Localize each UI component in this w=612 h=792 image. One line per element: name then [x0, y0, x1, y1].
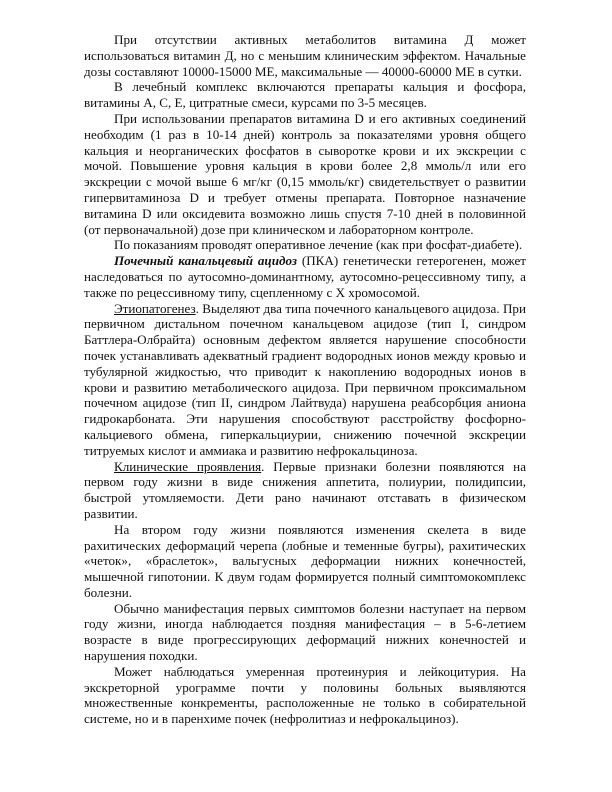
- term-renal-tubular-acidosis: Почечный канальцевый ацидоз: [114, 253, 297, 269]
- paragraph-proteinuria: [84, 664, 526, 727]
- paragraph-text: При использовании препаратов витамина D и его активных соединений необходим (1 раз в 10-14 дней) контроль за показателями уровня общего кальция и неорганических фосфатов в сыворотке крови и их экскреции с мочой. Повышение уровня кальция в крови более 2,8 ммоль/л или его экскреции с мочой выше 6 мг/кг (0,15 ммоль/кг) свидетельствует о развитии гипервитаминоза D и требует отмены препарата. Повторное назначение витамина D или оксидевита возможно лишь спустя 7-10 дней в половинной (от первоначальной) дозе при клиническом и лабораторном контроле.: [84, 110, 526, 237]
- paragraph-text: В лечебный комплекс включаются препараты кальция и фосфора, витамины А, С, Е, цитратные смеси, курсами по 3-5 месяцев.: [84, 79, 526, 111]
- paragraph-treatment-complex: [84, 79, 526, 111]
- paragraph-text: По показаниям проводят оперативное лечение (как при фосфат-диабете).: [114, 237, 523, 253]
- paragraph-second-year: [84, 522, 526, 601]
- paragraph-text: При отсутствии активных метаболитов витамина Д может использоваться витамин Д, но с меньшим клиническим эффектом. Начальные дозы составляют 10000-15000 МЕ, максимальные — 40000-60000 МЕ в сутки.: [84, 32, 526, 79]
- paragraph-surgical-treatment: [84, 237, 526, 253]
- paragraph-manifestation-onset: [84, 601, 526, 664]
- paragraph-clinical-manifestations: [84, 459, 526, 522]
- paragraph-text: На втором году жизни появляются изменения скелета в виде рахитических деформаций черепа (лобные и теменные бугры), рахитических «четок», «браслеток», вальгусных деформации нижних конечностей, мышечной гипотонии. К двум годам формируется полный симптомокомплекс болезни.: [84, 521, 526, 600]
- term-etiopathogenesis: Этиопатогенез: [114, 300, 196, 316]
- paragraph-etiopathogenesis: [84, 301, 526, 459]
- term-clinical-manifestations: Клинические проявления: [114, 458, 262, 474]
- paragraph-text: (ПКА) генетически гетерогенен, может наследоваться по аутосомно-доминантному, аутосомно-рецессивному типу, а также по рецессивному типу, сцепленному с Х хромосомой.: [84, 253, 526, 300]
- paragraph-vitamin-d-dosage: [84, 32, 526, 79]
- document-page: [84, 32, 526, 727]
- paragraph-calcium-control: [84, 111, 526, 237]
- paragraph-text: . Выделяют два типа почечного канальцевого ацидоза. При первичном дистальном почечном канальцевом ацидозе (тип I, синдром Баттлера-Олбрайта) основным дефектом является нарушение способности почек устанавливать адекватный градиент водородных ионов между кровью и тубулярной жидкостью, что приводит к накоплению водородных ионов в крови и развитию метаболического ацидоза. При первичном проксимальном почечном ацидозе (тип II, синдром Лайтвуда) нарушена реабсорбция аниона гидрокарбоната. Эти нарушения способствуют расстройству фосфорно-кальциевого обмена, гиперкальциурии, снижению почечной экскреции титруемых кислот и аммиака и развитию нефрокальциноза.: [84, 300, 526, 458]
- paragraph-text: Обычно манифестация первых симптомов болезни наступает на первом году жизни, иногда наблюдается поздняя манифестация – в 5-6-летием возрасте в виде прогрессирующих деформаций нижних конечностей и нарушения походки.: [84, 600, 526, 664]
- paragraph-text: Может наблюдаться умеренная протеинурия и лейкоцитурия. На экскреторной урограмме почти у половины больных выявляются множественные конкременты, расположенные не только в собирательной системе, но и в паренхиме почек (нефролитиаз и нефрокальциноз).: [84, 663, 526, 727]
- paragraph-text: . Первые признаки болезни появляются на первом году жизни в виде снижения аппетита, полиурии, полидипсии, быстрой утомляемости. Дети рано начинают отставать в физическом развитии.: [84, 458, 527, 521]
- paragraph-rta-definition: [84, 253, 526, 300]
